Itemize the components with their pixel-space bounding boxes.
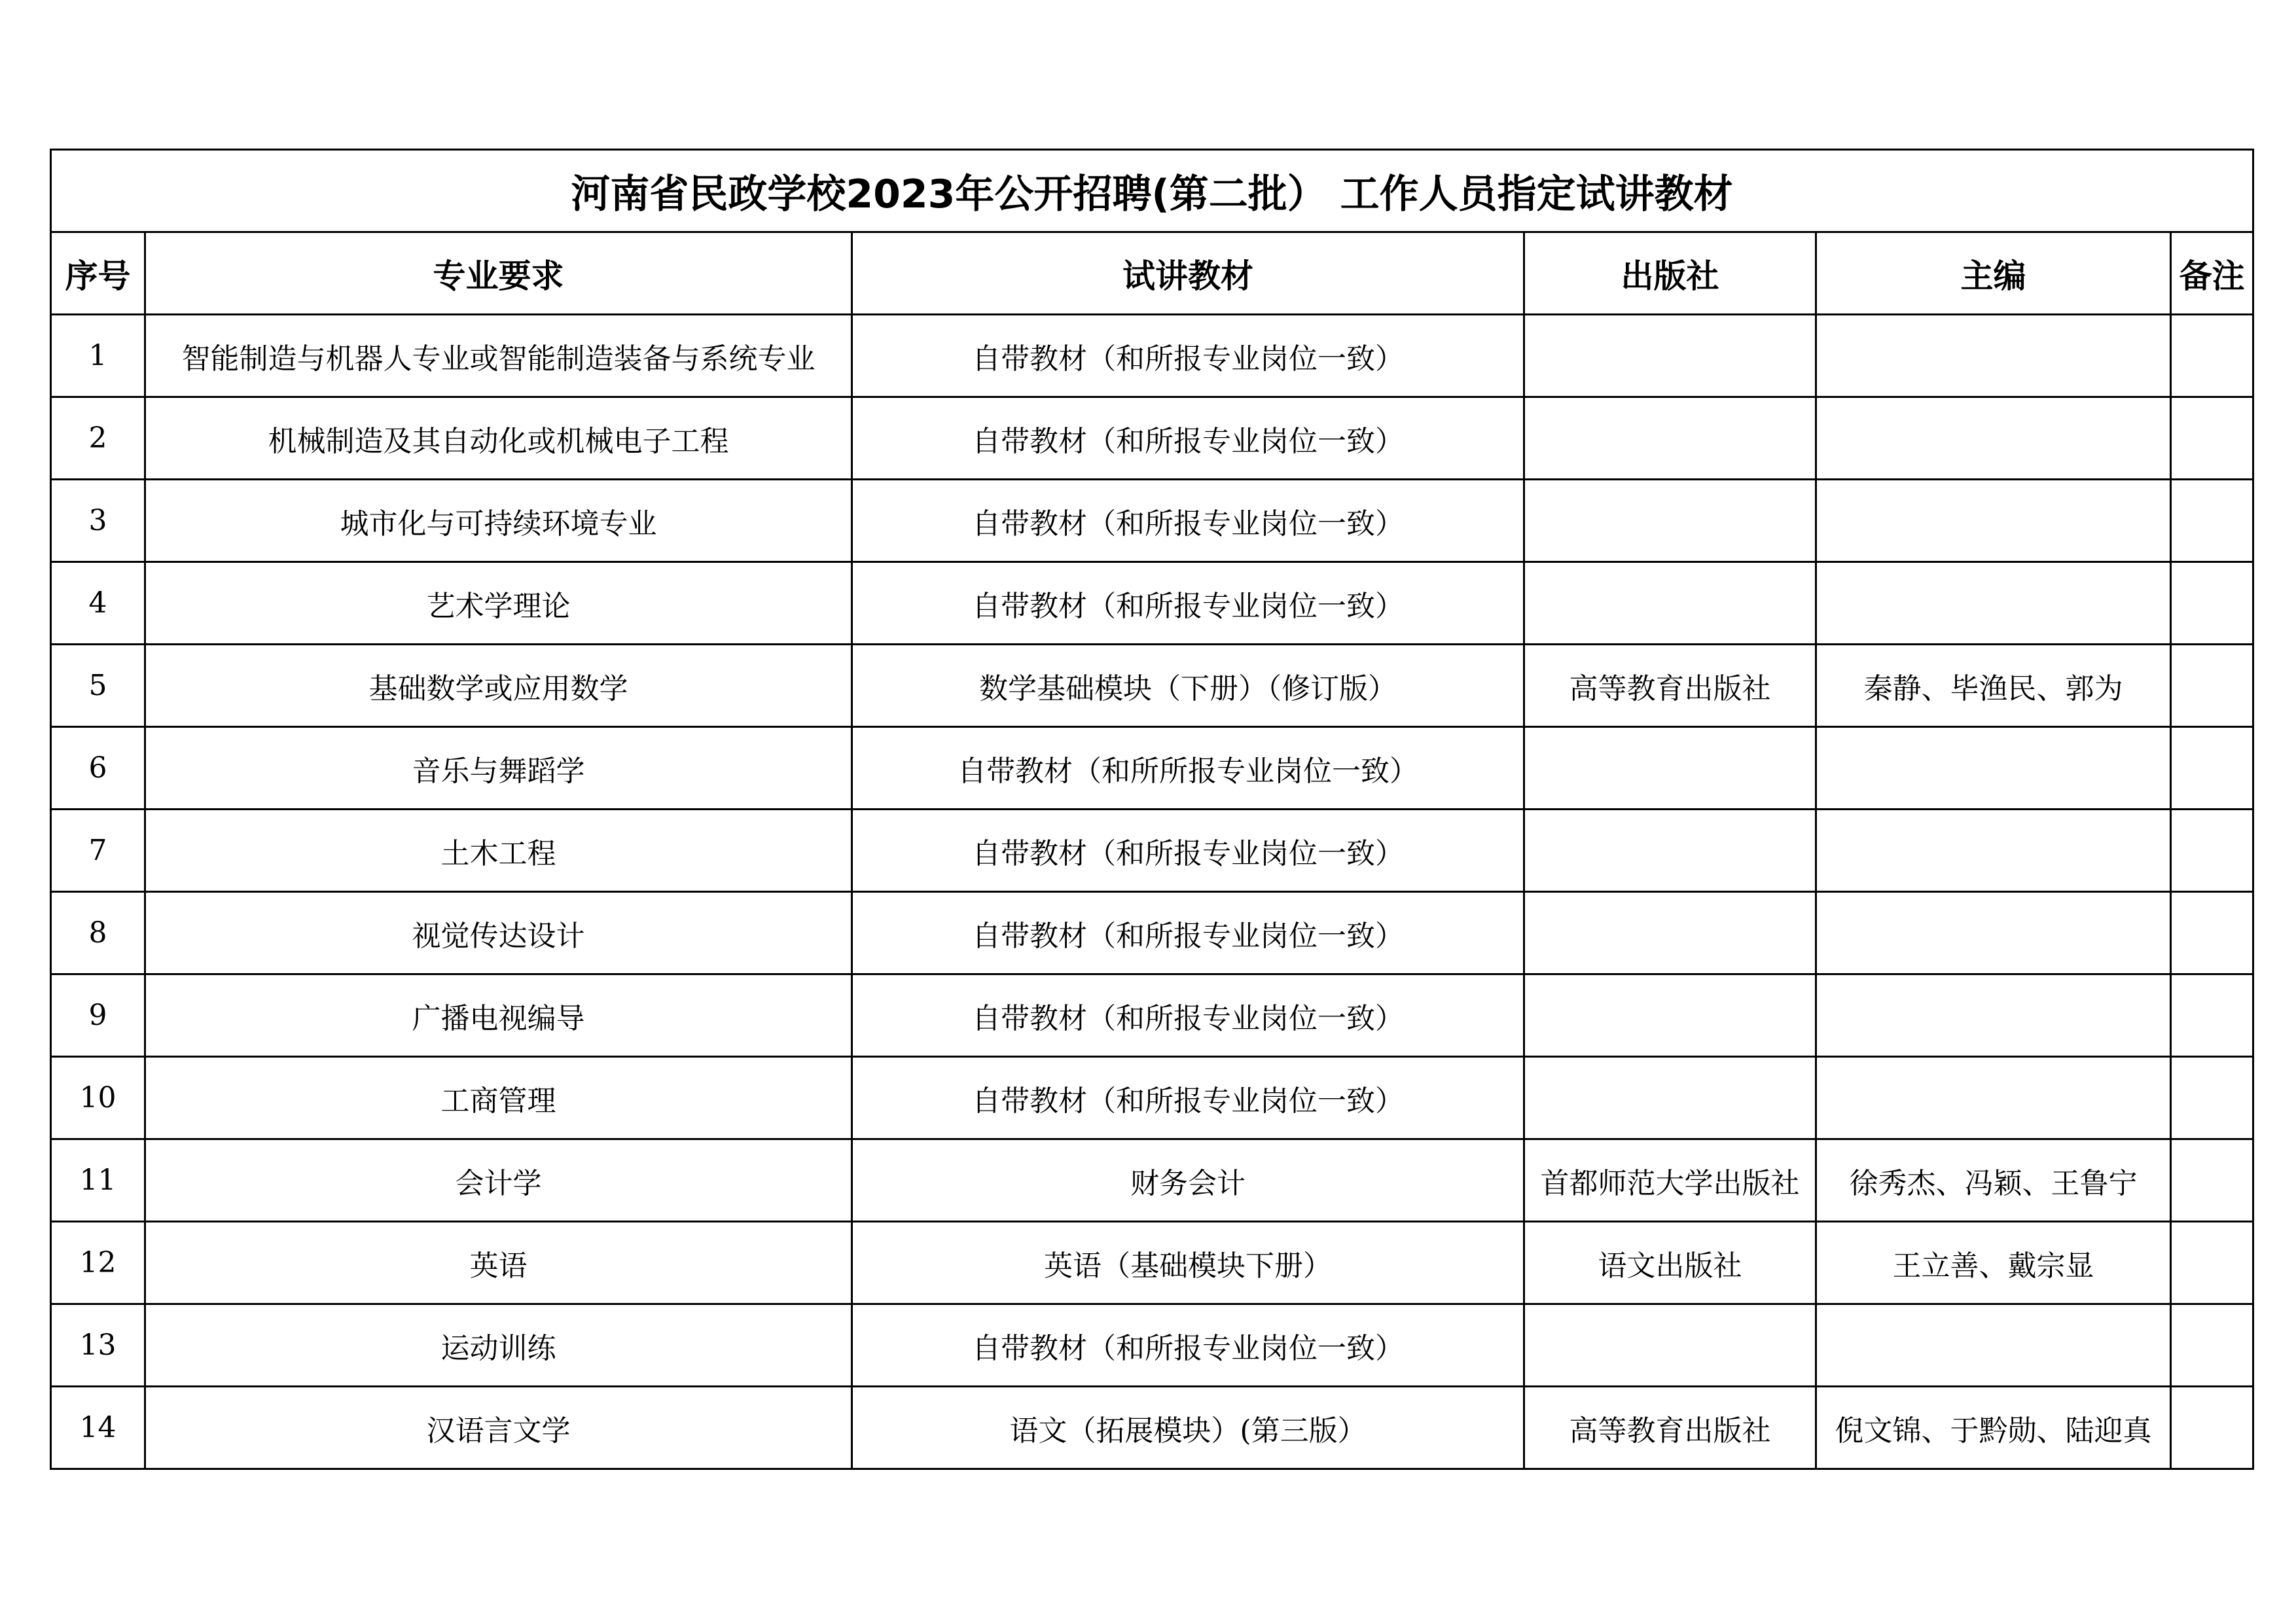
cell-no: 11 — [51, 1139, 145, 1222]
cell-no: 2 — [51, 397, 145, 480]
cell-major: 城市化与可持续环境专业 — [145, 480, 852, 562]
cell-remark — [2171, 1304, 2253, 1387]
column-header-no: 序号 — [51, 232, 145, 315]
cell-editor — [1816, 892, 2171, 974]
header-row — [51, 232, 2253, 315]
cell-remark — [2171, 974, 2253, 1057]
table-row — [51, 892, 2253, 974]
cell-publisher — [1524, 397, 1816, 480]
cell-textbook: 自带教材（和所报专业岗位一致） — [852, 892, 1524, 974]
cell-textbook: 数学基础模块（下册）（修订版） — [852, 645, 1524, 727]
cell-textbook: 自带教材（和所报专业岗位一致） — [852, 974, 1524, 1057]
cell-remark — [2171, 562, 2253, 645]
page-title: 河南省民政学校2023年公开招聘(第二批） 工作人员指定试讲教材 — [51, 150, 2253, 232]
cell-editor — [1816, 562, 2171, 645]
cell-remark — [2171, 1057, 2253, 1139]
cell-major: 音乐与舞蹈学 — [145, 727, 852, 810]
cell-textbook: 财务会计 — [852, 1139, 1524, 1222]
table-row — [51, 1222, 2253, 1304]
table-row — [51, 1139, 2253, 1222]
table-row — [51, 645, 2253, 727]
table-row — [51, 727, 2253, 810]
cell-major: 土木工程 — [145, 810, 852, 892]
cell-major: 会计学 — [145, 1139, 852, 1222]
cell-publisher: 高等教育出版社 — [1524, 645, 1816, 727]
table-row — [51, 480, 2253, 562]
table-row — [51, 1057, 2253, 1139]
cell-remark — [2171, 1222, 2253, 1304]
cell-no: 4 — [51, 562, 145, 645]
cell-publisher — [1524, 892, 1816, 974]
cell-editor — [1816, 1304, 2171, 1387]
table-row — [51, 1387, 2253, 1469]
cell-no: 13 — [51, 1304, 145, 1387]
cell-remark — [2171, 892, 2253, 974]
cell-major: 艺术学理论 — [145, 562, 852, 645]
cell-no: 7 — [51, 810, 145, 892]
column-header-remark: 备注 — [2171, 232, 2253, 315]
cell-editor — [1816, 810, 2171, 892]
cell-major: 广播电视编导 — [145, 974, 852, 1057]
cell-publisher — [1524, 1057, 1816, 1139]
cell-publisher: 语文出版社 — [1524, 1222, 1816, 1304]
cell-major: 视觉传达设计 — [145, 892, 852, 974]
cell-remark — [2171, 480, 2253, 562]
cell-editor — [1816, 727, 2171, 810]
table-row — [51, 974, 2253, 1057]
cell-no: 10 — [51, 1057, 145, 1139]
cell-textbook: 自带教材（和所报专业岗位一致） — [852, 315, 1524, 397]
cell-editor — [1816, 480, 2171, 562]
cell-no: 5 — [51, 645, 145, 727]
cell-no: 8 — [51, 892, 145, 974]
cell-textbook: 自带教材（和所报专业岗位一致） — [852, 810, 1524, 892]
cell-editor — [1816, 315, 2171, 397]
cell-publisher — [1524, 562, 1816, 645]
cell-no: 9 — [51, 974, 145, 1057]
cell-no: 14 — [51, 1387, 145, 1469]
cell-major: 机械制造及其自动化或机械电子工程 — [145, 397, 852, 480]
cell-major: 英语 — [145, 1222, 852, 1304]
table-row — [51, 810, 2253, 892]
cell-editor: 徐秀杰、冯颖、王鲁宁 — [1816, 1139, 2171, 1222]
cell-remark — [2171, 727, 2253, 810]
table-row — [51, 315, 2253, 397]
cell-editor — [1816, 974, 2171, 1057]
cell-publisher: 首都师范大学出版社 — [1524, 1139, 1816, 1222]
column-header-editor: 主编 — [1816, 232, 2171, 315]
textbook-table — [50, 149, 2254, 1470]
cell-textbook: 语文（拓展模块）(第三版） — [852, 1387, 1524, 1469]
table-row — [51, 1304, 2253, 1387]
cell-editor: 倪文锦、于黔勋、陆迎真 — [1816, 1387, 2171, 1469]
cell-no: 12 — [51, 1222, 145, 1304]
cell-editor — [1816, 1057, 2171, 1139]
cell-publisher — [1524, 480, 1816, 562]
cell-remark — [2171, 397, 2253, 480]
cell-textbook: 英语（基础模块下册） — [852, 1222, 1524, 1304]
cell-major: 汉语言文学 — [145, 1387, 852, 1469]
cell-editor: 秦静、毕渔民、郭为 — [1816, 645, 2171, 727]
cell-major: 基础数学或应用数学 — [145, 645, 852, 727]
cell-remark — [2171, 1139, 2253, 1222]
cell-no: 6 — [51, 727, 145, 810]
cell-editor — [1816, 397, 2171, 480]
column-header-major: 专业要求 — [145, 232, 852, 315]
cell-publisher — [1524, 1304, 1816, 1387]
cell-editor: 王立善、戴宗显 — [1816, 1222, 2171, 1304]
cell-major: 运动训练 — [145, 1304, 852, 1387]
table-row — [51, 562, 2253, 645]
cell-remark — [2171, 315, 2253, 397]
cell-publisher — [1524, 810, 1816, 892]
column-header-textbook: 试讲教材 — [852, 232, 1524, 315]
cell-remark — [2171, 645, 2253, 727]
cell-remark — [2171, 1387, 2253, 1469]
title-row — [51, 150, 2253, 232]
cell-textbook: 自带教材（和所报专业岗位一致） — [852, 1304, 1524, 1387]
cell-publisher — [1524, 974, 1816, 1057]
cell-textbook: 自带教材（和所报专业岗位一致） — [852, 397, 1524, 480]
cell-textbook: 自带教材（和所所报专业岗位一致） — [852, 727, 1524, 810]
cell-major: 智能制造与机器人专业或智能制造装备与系统专业 — [145, 315, 852, 397]
cell-publisher — [1524, 315, 1816, 397]
cell-textbook: 自带教材（和所报专业岗位一致） — [852, 562, 1524, 645]
cell-no: 1 — [51, 315, 145, 397]
cell-textbook: 自带教材（和所报专业岗位一致） — [852, 1057, 1524, 1139]
cell-publisher — [1524, 727, 1816, 810]
cell-publisher: 高等教育出版社 — [1524, 1387, 1816, 1469]
cell-textbook: 自带教材（和所报专业岗位一致） — [852, 480, 1524, 562]
column-header-publisher: 出版社 — [1524, 232, 1816, 315]
table-row — [51, 397, 2253, 480]
cell-no: 3 — [51, 480, 145, 562]
cell-major: 工商管理 — [145, 1057, 852, 1139]
cell-remark — [2171, 810, 2253, 892]
